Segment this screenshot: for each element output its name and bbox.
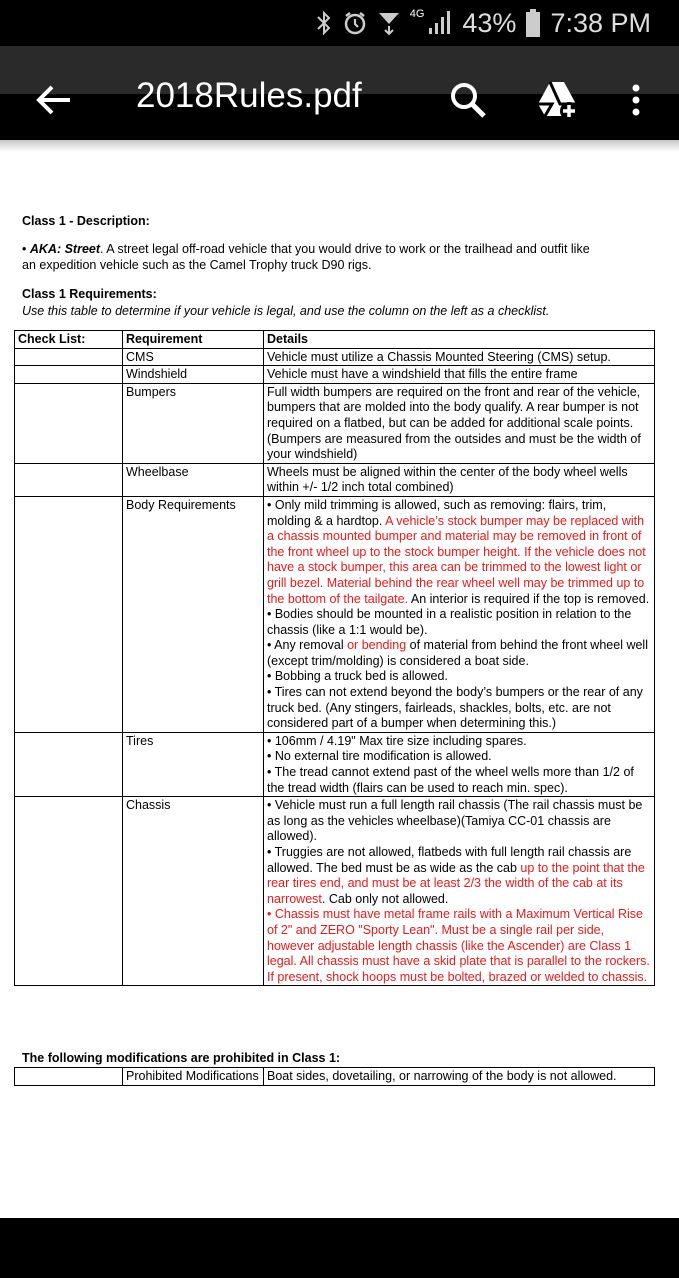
- header-requirement: Requirement: [123, 331, 264, 349]
- aka-label: AKA: Street: [29, 242, 101, 256]
- body-bullet-5: • Tires can not extend beyond the body’s bumpers or the rear of any truck bed. (Any stingers, fairleads, shackles, bolts, etc. are not considered part of a bumper when determining this.): [267, 685, 643, 731]
- requirement-cell: Bumpers: [123, 383, 264, 463]
- checklist-cell[interactable]: [15, 1068, 123, 1086]
- chassis-bullet-2a: • Truggies are not allowed, flatbeds with full length rail chassis are allowed. The bed must be as wide as the cab: [267, 845, 632, 875]
- page-top-shadow: [0, 140, 679, 152]
- cell-signal-icon: [428, 8, 452, 38]
- table-row: [15, 732, 655, 796]
- aka-text-2: an expedition vehicle such as the Camel Trophy truck D90 rigs.: [22, 258, 372, 272]
- document-title: 2018Rules.pdf: [136, 76, 362, 115]
- requirements-table: [14, 330, 655, 986]
- tires-bullet-1: • 106mm / 4.19" Max tire size including spares.: [267, 733, 527, 748]
- requirements-subtext: Use this table to determine if your vehicle is legal, and use the column on the left as a checklist.: [22, 304, 550, 318]
- details-cell: Boat sides, dovetailing, or narrowing of the body is not allowed.: [264, 1068, 655, 1086]
- chassis-bullet-1: • Vehicle must run a full length rail chassis (The rail chassis must be as long as the vehicles wheelbase)(Tamiya CC-01 chassis are allowed).: [267, 798, 643, 844]
- details-cell: Vehicle must utilize a Chassis Mounted Steering (CMS) setup.: [264, 348, 655, 366]
- details-cell: Wheels must be aligned within the center of the body wheel wells within +/- 1/2 inch total combined): [264, 463, 655, 496]
- signal-wifi-icon: [378, 8, 400, 38]
- header-details: Details: [264, 331, 655, 349]
- aka-text: . A street legal off-road vehicle that you would drive to work or the trailhead and outfit like: [100, 242, 590, 256]
- battery-icon: [526, 8, 540, 38]
- details-cell: [264, 797, 655, 986]
- checklist-cell[interactable]: [15, 463, 123, 496]
- table-row: [15, 366, 655, 384]
- table-row: [15, 383, 655, 463]
- bluetooth-icon: [316, 8, 332, 38]
- search-icon[interactable]: [448, 80, 488, 120]
- body-bullet-1-end: An interior is required if the top is removed.: [408, 591, 650, 606]
- drive-add-icon[interactable]: [536, 78, 580, 122]
- more-vert-icon[interactable]: [626, 80, 646, 120]
- checklist-cell[interactable]: [15, 366, 123, 384]
- chassis-bullet-2b: . Cab only not allowed.: [321, 891, 449, 906]
- back-arrow-icon[interactable]: [34, 80, 74, 120]
- app-bar: [0, 46, 679, 140]
- prohibited-table: [14, 1067, 655, 1086]
- checklist-cell[interactable]: [15, 797, 123, 986]
- body-bullet-3b: of material from behind the front wheel well (except trim/molding) is considered a boat side.: [267, 638, 648, 668]
- requirement-cell: CMS: [123, 348, 264, 366]
- details-cell: Full width bumpers are required on the front and rear of the vehicle, bumpers that are molded into the body qualify. A rear bumper is not required on a flatbed, but can be added for additional scale points. (Bumpers are measured from the outsides and must be the width of your windshield): [264, 383, 655, 463]
- requirements-heading: Class 1 Requirements:: [22, 287, 157, 301]
- requirement-cell: Tires: [123, 732, 264, 796]
- checklist-cell[interactable]: [15, 496, 123, 732]
- details-cell: [264, 732, 655, 796]
- body-bullet-1-red: A vehicle’s stock bumper may be replaced with a chassis mounted bumper and material may be removed in front of the front wheel up to the stock bumper height. If the vehicle does not have a stock bumper, this area can be trimmed to the lowest light or grill bezel. Material behind the rear wheel well may be trimmed up to the bottom of the tailgate.: [267, 513, 646, 606]
- status-bar: [0, 0, 679, 46]
- requirement-cell: Body Requirements: [123, 496, 264, 732]
- chassis-bullet-2-red: up to the point that the rear tires end, and must be at least 2/3 the width of the cab at its narrowest: [267, 860, 645, 906]
- table-row: [15, 797, 655, 986]
- requirement-cell: Chassis: [123, 797, 264, 986]
- checklist-cell[interactable]: [15, 383, 123, 463]
- checklist-cell[interactable]: [15, 348, 123, 366]
- chassis-bullet-3-red: • Chassis must have metal frame rails with a Maximum Vertical Rise of 2" and ZERO "Sporty Lean". Must be a single rail per side, however adjustable length chassis (like the Ascender) are Class 1 legal. All chassis must have a skid plate that is parallel to the rockers. If present, shock hoops must be bolted, brazed or welded to chassis.: [267, 907, 650, 984]
- network-type: 4G: [409, 8, 425, 20]
- alarm-icon: [342, 8, 368, 38]
- table-header-row: [15, 331, 655, 349]
- body-bullet-3-red: or bending: [347, 638, 407, 653]
- table-row: [15, 1068, 655, 1086]
- class1-heading: Class 1 - Description:: [22, 214, 150, 228]
- requirement-cell: Prohibited Modifications: [123, 1068, 264, 1086]
- aka-paragraph: • AKA: Street. A street legal off-road vehicle that you would drive to work or the trailhead and outfit like an expedition vehicle such as the Camel Trophy truck D90 rigs.: [22, 242, 590, 272]
- requirement-cell: Wheelbase: [123, 463, 264, 496]
- body-bullet-2: • Bodies should be mounted in a realistic position in relation to the chassis (like a 1:1 would be).: [267, 607, 632, 637]
- battery-percent: 43%: [462, 7, 517, 38]
- table-row: [15, 348, 655, 366]
- body-bullet-3a: • Any removal: [267, 638, 348, 653]
- details-cell: Vehicle must have a windshield that fills the entire frame: [264, 366, 655, 384]
- requirement-cell: Windshield: [123, 366, 264, 384]
- table-row: [15, 496, 655, 732]
- tires-bullet-3: • The tread cannot extend past of the wheel wells more than 1/2 of the tread width (flairs can be used to reach min. spec).: [267, 765, 634, 795]
- bottom-bar: [0, 1218, 679, 1278]
- body-bullet-4: • Bobbing a truck bed is allowed.: [267, 669, 448, 684]
- table-row: [15, 463, 655, 496]
- header-checklist: Check List:: [15, 331, 123, 349]
- clock: 7:38 PM: [550, 7, 651, 38]
- details-cell: [264, 496, 655, 732]
- checklist-cell[interactable]: [15, 732, 123, 796]
- tires-bullet-2: • No external tire modification is allowed.: [267, 749, 492, 764]
- body-bullet-1: • Only mild trimming is allowed, such as removing: flairs, trim, molding & a hardtop.: [267, 497, 607, 528]
- prohibited-heading: The following modifications are prohibited in Class 1:: [22, 1051, 341, 1065]
